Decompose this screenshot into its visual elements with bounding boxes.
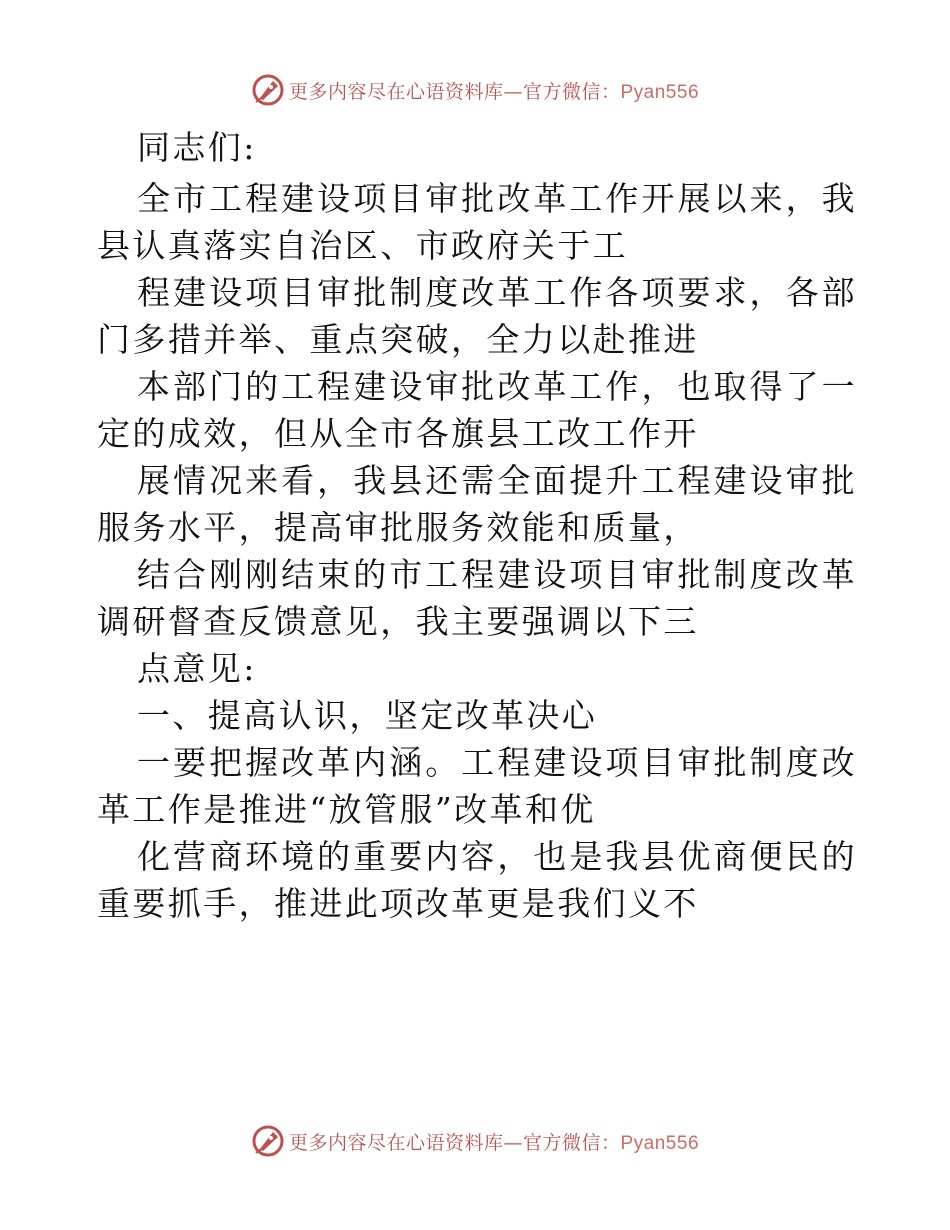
paragraph: 结合刚刚结束的市工程建设项目审批制度改革调研督查反馈意见，我主要强调以下三 xyxy=(97,555,857,641)
watermark-text-cn: 更多内容尽在心语资料库—官方微信： xyxy=(288,1131,621,1154)
footer-watermark xyxy=(0,1121,950,1161)
paragraph: 一、提高认识，坚定改革决心 xyxy=(137,696,598,735)
paragraph: 点意见: xyxy=(137,649,257,688)
paragraph: 本部门的工程建设审批改革工作，也取得了一定的成效，但从全市各旗县工改工作开 xyxy=(97,367,857,453)
watermark-text-cn: 更多内容尽在心语资料库—官方微信： xyxy=(288,80,621,103)
paragraph: 展情况来看，我县还需全面提升工程建设审批服务水平，提高审批服务效能和质量， xyxy=(97,461,857,547)
pen-nib-icon xyxy=(251,1124,285,1158)
watermark-text xyxy=(289,77,699,104)
paragraph: 同志们: xyxy=(137,128,257,167)
watermark-wechat-id: Pyan556 xyxy=(620,1132,700,1154)
document-body xyxy=(97,124,857,927)
watermark-wechat-id: Pyan556 xyxy=(620,81,700,103)
paragraph: 程建设项目审批制度改革工作各项要求，各部门多措并举、重点突破，全力以赴推进 xyxy=(97,273,857,359)
paragraph: 化营商环境的重要内容，也是我县优商便民的重要抓手，推进此项改革更是我们义不 xyxy=(97,837,857,923)
pen-nib-icon xyxy=(251,73,285,107)
watermark-text xyxy=(289,1128,699,1155)
paragraph: 全市工程建设项目审批改革工作开展以来，我县认真落实自治区、市政府关于工 xyxy=(97,179,857,265)
paragraph: 一要把握改革内涵。工程建设项目审批制度改革工作是推进“放管服”改革和优 xyxy=(97,743,857,829)
header-watermark xyxy=(0,70,950,110)
